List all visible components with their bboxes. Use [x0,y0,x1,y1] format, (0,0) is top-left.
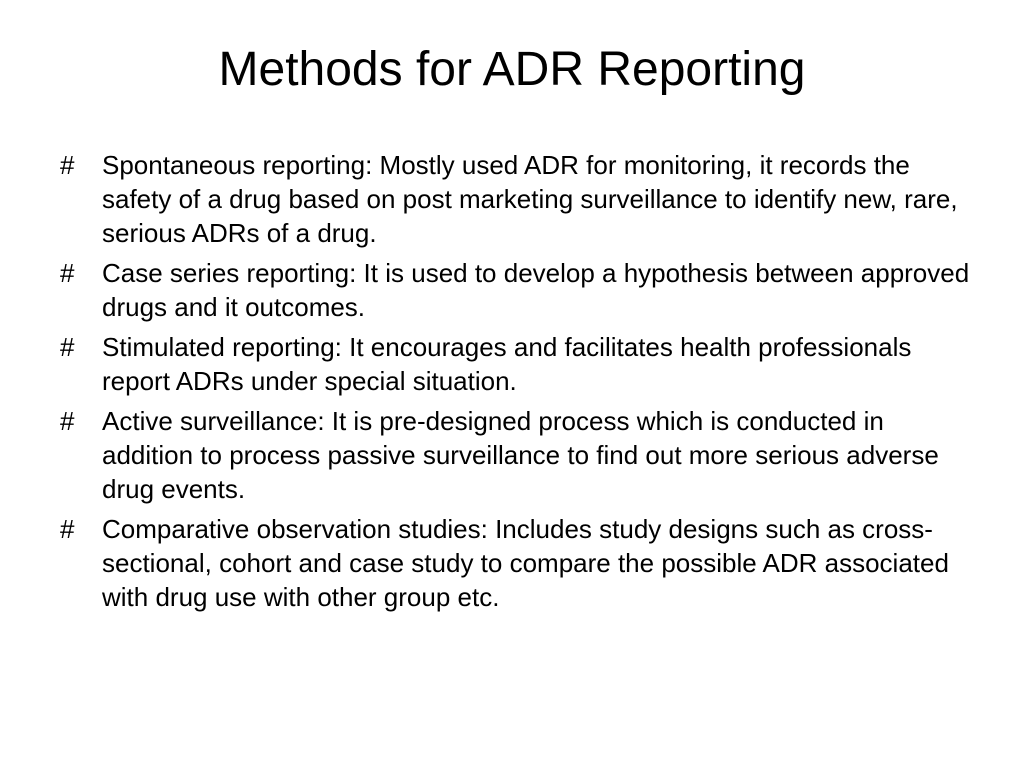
bullet-text: Stimulated reporting: It encourages and facilitates health professionals report ADRs under special situation. [102,332,912,396]
bullet-text: Active surveillance: It is pre-designed process which is conducted in addition to process passive surveillance to find out more serious adverse drug events. [102,406,939,504]
bullet-text: Case series reporting: It is used to develop a hypothesis between approved drugs and it outcomes. [102,258,970,322]
bullet-marker: # [60,258,75,288]
bullet-item-active-surveillance [60,404,980,506]
bullet-marker: # [60,332,75,362]
bullet-item-comparative-observation-studies [60,512,980,614]
bullet-marker: # [60,514,75,544]
slide-title: Methods for ADR Reporting [218,43,806,96]
bullet-item-spontaneous-reporting [60,148,980,250]
bullet-marker: # [60,150,75,180]
bullet-item-stimulated-reporting [60,330,980,398]
bullet-text: Comparative observation studies: Includes study designs such as cross- sectional, cohort and case study to compare the possible ADR associated with drug use with other group etc. [102,514,949,612]
bullet-list [60,148,980,620]
bullet-marker: # [60,406,75,436]
bullet-item-case-series-reporting [60,256,980,324]
bullet-text: Spontaneous reporting: Mostly used ADR for monitoring, it records the safety of a drug based on post marketing surveillance to identify new, rare, serious ADRs of a drug. [102,150,958,248]
